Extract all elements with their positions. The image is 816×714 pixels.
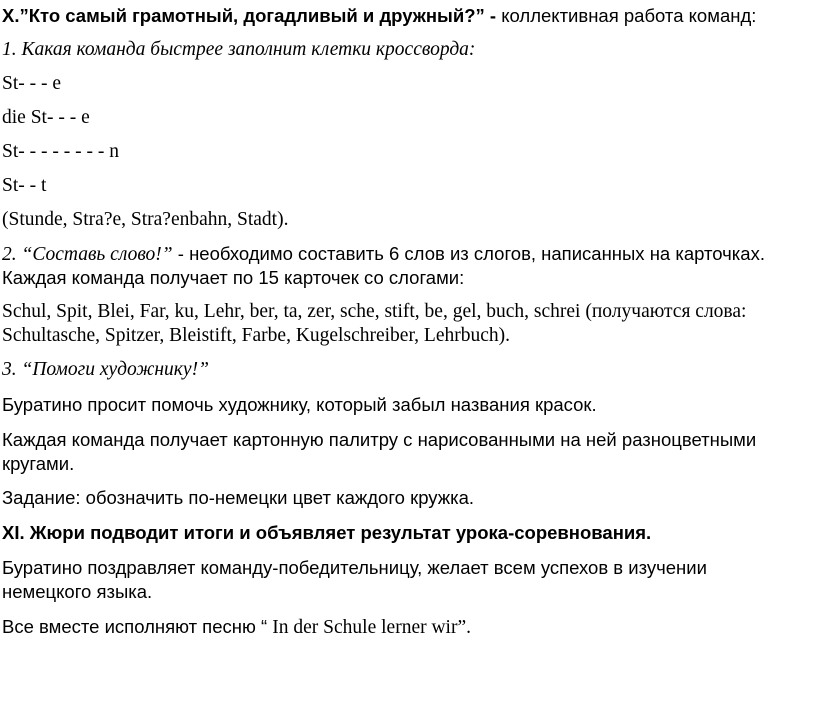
task2-text-line2: Каждая команда получает по 15 карточек со слогами:: [2, 267, 465, 288]
task2-syllables-line2: Schultasche, Spitzer, Bleistift, Farbe, Kugelschreiber, Lehrbuch).: [2, 325, 510, 346]
task1-answers: (Stunde, Stra?e, Stra?enbahn, Stadt).: [2, 209, 289, 230]
section-x-heading-rest: коллективная работа команд:: [496, 5, 757, 26]
section-xi-text1-line1: Буратино поздравляет команду-победительницу, желает всем успехов в изучении: [2, 557, 707, 578]
crossword-line-3: St- - - - - - - - n: [2, 141, 119, 162]
section-xi-text2-part1: Все вместе исполняют песню “: [2, 616, 273, 637]
task3-text2-line1: Каждая команда получает картонную палитру с нарисованными на ней разноцветными: [2, 429, 757, 450]
task3-text2-line2: кругами.: [2, 453, 75, 474]
task3-text1: Буратино просит помочь художнику, который забыл названия красок.: [2, 394, 597, 415]
task2-title: 2. “Составь слово!”: [2, 244, 173, 265]
section-xi-text2-part3: ”.: [457, 617, 471, 638]
section-x-heading-bold: X.”Кто самый грамотный, догадливый и дружный?” -: [2, 5, 497, 26]
section-xi-text2: [2, 615, 471, 640]
task2-text-line1: - необходимо составить 6 слов из слогов, написанных на карточках.: [172, 243, 765, 264]
task1-title: 1. Какая команда быстрее заполнит клетки кроссворда:: [2, 39, 476, 60]
crossword-line-4: St- - t: [2, 175, 47, 196]
section-xi-text1-line2: немецкого языка.: [2, 581, 153, 602]
section-x-heading: [2, 4, 756, 29]
crossword-line-2: die St- - - e: [2, 107, 90, 128]
task3-title: 3. “Помоги художнику!”: [2, 359, 209, 380]
task3-text3: Задание: обозначить по-немецки цвет каждого кружка.: [2, 487, 475, 508]
section-xi-heading: XI. Жюри подводит итоги и объявляет результат урока-соревнования.: [2, 522, 652, 543]
task2-syllables-line1: Schul, Spit, Blei, Far, ku, Lehr, ber, ta, zer, sche, stift, be, gel, buch, schrei (получаются слова:: [2, 301, 747, 322]
song-title: In der Schule lerner wir: [272, 617, 458, 638]
crossword-line-1: St- - - e: [2, 73, 62, 94]
task2-intro: [2, 242, 765, 267]
